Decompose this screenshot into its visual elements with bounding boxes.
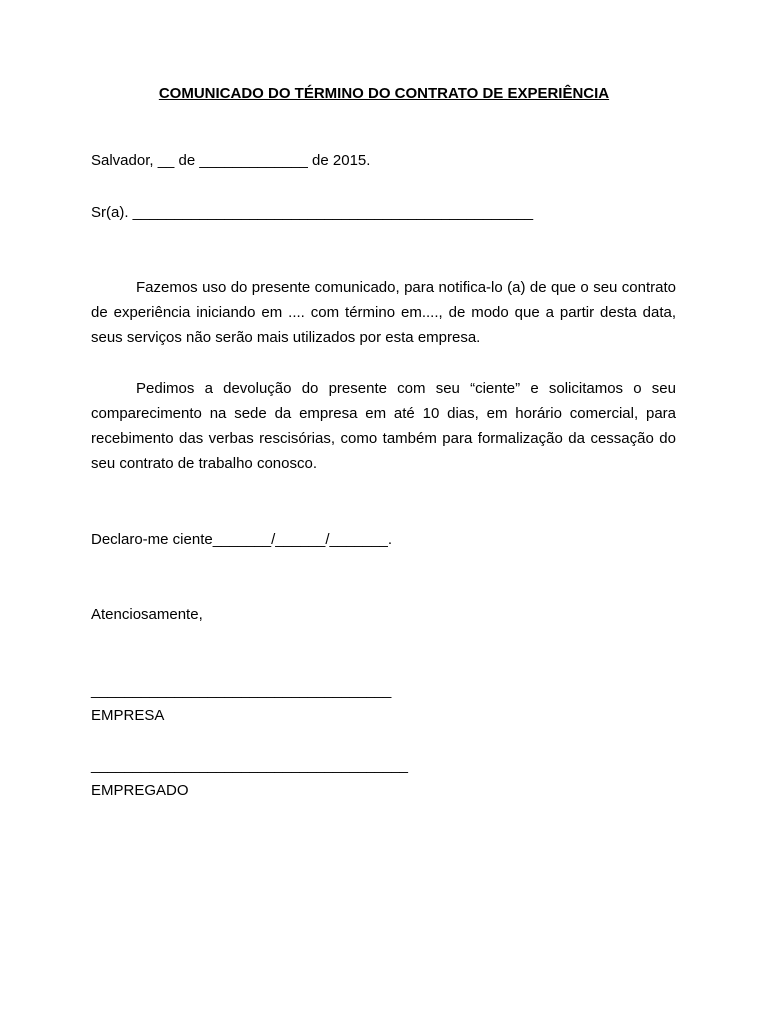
paragraph-notification: Fazemos uso do presente comunicado, para notifica-lo (a) de que o seu contrato de experiência iniciando em .... com término em...., de modo que a partir desta data, seus serviços não serão mais utilizados por esta empresa. [91, 279, 676, 346]
signature-company-line: ____________________________________ [91, 682, 392, 699]
signature-employee-label: EMPREGADO [91, 782, 189, 799]
date-line: Salvador, __ de _____________ de 2015. [91, 152, 371, 169]
closing-text: Atenciosamente, [91, 606, 203, 623]
signature-company-label: EMPRESA [91, 707, 165, 724]
declaration-line: Declaro-me ciente_______/______/_______. [91, 531, 393, 548]
paragraph-request: Pedimos a devolução do presente com seu “ciente” e solicitamos o seu comparecimento na sede da empresa em até 10 dias, em horário comercial, para recebimento das verbas rescisórias, como também para formalização da cessação do seu contrato de trabalho conosco. [91, 380, 676, 472]
recipient-line: Sr(a). ________________________________________________ [91, 204, 534, 221]
signature-employee-line: ______________________________________ [91, 757, 409, 774]
document-title: COMUNICADO DO TÉRMINO DO CONTRATO DE EXPERIÊNCIA [158, 85, 610, 102]
